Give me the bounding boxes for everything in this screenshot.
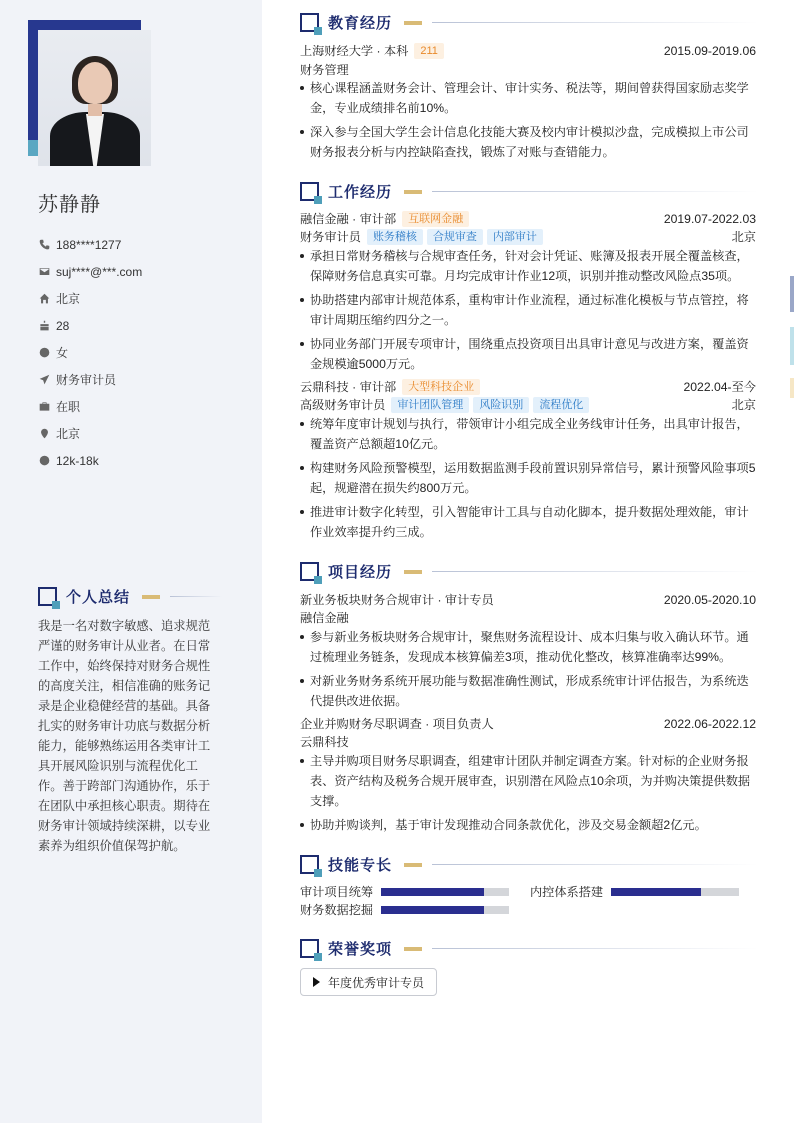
cake-icon: [38, 320, 50, 332]
section-icon: [300, 939, 319, 958]
list-item: 协助搭建内部审计规范体系，重构审计作业流程，通过标准化模板与节点管控，将审计周期压缩约四分之一。: [300, 290, 756, 330]
skills-section-title: [300, 854, 758, 875]
skill-bar: [381, 906, 509, 914]
section-divider: [432, 571, 758, 572]
list-item: 协同业务部门开展专项审计，围绕重点投资项目出具审计意见与改进方案，覆盖资金规模逾5000万元。: [300, 334, 756, 374]
job1-skill-tag: 账务稽核: [367, 229, 423, 245]
award-badge: [300, 968, 437, 996]
summary-section-title: [38, 586, 222, 607]
award-text: 年度优秀审计专员: [328, 975, 425, 990]
section-icon: [38, 587, 57, 606]
project2-header: [300, 715, 756, 732]
list-item: 深入参与全国大学生会计信息化技能大赛及校内审计模拟沙盘，完成模拟上市公司财务报表分析与内控缺陷查找，锻炼了对账与查错能力。: [300, 122, 756, 162]
send-icon: [38, 374, 50, 386]
info-age-text: 28: [56, 318, 70, 333]
info-gender: [38, 339, 142, 366]
list-item: 统筹年度审计规划与执行，带领审计小组完成全业务线审计任务，出具审计报告，覆盖资产总额超10亿元。: [300, 414, 756, 454]
home-icon: [38, 293, 50, 305]
job2-city: 北京: [731, 398, 756, 412]
info-mail-text: suj****@***.com: [56, 264, 143, 279]
skill-name: 财务数据挖掘: [300, 903, 374, 917]
skill-item: [300, 883, 509, 900]
list-item: 主导并购项目财务尽职调查，组建审计团队并制定调查方案。针对标的企业财务报表、资产结构及税务合规开展审查，识别潜在风险点10余项，为并购决策提供数据支撑。: [300, 751, 756, 811]
project1-company-row: [300, 609, 756, 626]
list-item: 推进审计数字化转型，引入智能审计工具与自动化脚本，提升数据处理效能，审计作业效率提升约三成。: [300, 502, 756, 542]
project2-company: 云鼎科技: [300, 735, 349, 749]
job2-role-row: [300, 396, 756, 413]
education-school: 上海财经大学 · 本科: [300, 44, 409, 58]
project1-header: [300, 591, 756, 608]
skill-item: [300, 901, 509, 918]
job2-company: 云鼎科技 · 审计部: [300, 380, 397, 394]
edge-marker: [790, 378, 794, 398]
job2-skill-tag: 审计团队管理: [391, 397, 469, 413]
info-phone: [38, 231, 142, 258]
phone-icon: [38, 239, 50, 251]
info-location: [38, 420, 142, 447]
section-accent-bar: [404, 21, 422, 25]
job1-bullets: [300, 246, 756, 378]
education-header: [300, 42, 756, 59]
skill-item: [530, 883, 739, 900]
info-salary: [38, 447, 142, 474]
skill-bar: [381, 888, 509, 896]
skill-bar-fill: [381, 906, 483, 914]
projects-section-title: [300, 561, 758, 582]
job1-tag: 互联网金融: [402, 211, 469, 227]
list-item: 构建财务风险预警模型，运用数据监测手段前置识别异常信号，累计预警风险事项5起，规避潜在损失约800万元。: [300, 458, 756, 498]
section-accent-bar: [404, 947, 422, 951]
mail-icon: [38, 266, 50, 278]
education-tag: 211: [414, 43, 444, 59]
section-accent-bar: [404, 570, 422, 574]
info-position: [38, 366, 142, 393]
job2-role: 高级财务审计员: [300, 398, 386, 412]
job1-date: 2019.07-2022.03: [663, 211, 756, 226]
profile-name: 苏静静: [38, 194, 101, 216]
work-title: 工作经历: [328, 184, 393, 201]
list-item: 对新业务财务系统开展功能与数据准确性测试，形成系统审计评估报告，为系统迭代提供改进依据。: [300, 671, 756, 711]
project2-company-row: [300, 733, 756, 750]
job2-skill-tag: 风险识别: [473, 397, 529, 413]
avatar: [38, 30, 151, 166]
section-divider: [170, 596, 222, 597]
section-accent-bar: [404, 190, 422, 194]
project1-bullets: [300, 627, 756, 715]
summary-title: 个人总结: [66, 589, 131, 606]
project1-name: 新业务板块财务合规审计 · 审计专员: [300, 593, 494, 607]
job1-company: 融信金融 · 审计部: [300, 212, 397, 226]
info-location-text: 北京: [56, 427, 81, 441]
education-bullets: [300, 78, 756, 166]
skill-bar-fill: [381, 888, 483, 896]
sidebar: [0, 0, 262, 1123]
info-position-text: 财务审计员: [56, 373, 117, 387]
education-major: 财务管理: [300, 63, 349, 77]
briefcase-icon: [38, 401, 50, 413]
work-section-title: [300, 181, 758, 202]
projects-title: 项目经历: [328, 564, 393, 581]
project2-name: 企业并购财务尽职调查 · 项目负责人: [300, 717, 494, 731]
job2-header: [300, 378, 756, 395]
job1-skill-tag: 内部审计: [487, 229, 543, 245]
section-icon: [300, 182, 319, 201]
education-date: 2015.09-2019.06: [663, 43, 756, 58]
job1-header: [300, 210, 756, 227]
job1-city: 北京: [731, 230, 756, 244]
play-icon: [313, 977, 320, 987]
awards-title: 荣誉奖项: [328, 941, 393, 958]
info-salary-text: 12k-18k: [56, 453, 99, 468]
education-title: 教育经历: [328, 15, 393, 32]
info-home-text: 北京: [56, 292, 81, 306]
edge-marker: [790, 327, 794, 365]
section-accent-bar: [142, 595, 160, 599]
section-icon: [300, 13, 319, 32]
list-item: 承担日常财务稽核与合规审查任务，针对会计凭证、账簿及报表开展全覆盖核查，保障财务信息真实可靠。月均完成审计作业12项，识别并推动整改风险点35项。: [300, 246, 756, 286]
awards-section-title: [300, 938, 758, 959]
info-status: [38, 393, 142, 420]
info-home: [38, 285, 142, 312]
education-major-row: [300, 61, 756, 78]
skill-bar-fill: [611, 888, 701, 896]
skills-title: 技能专长: [328, 857, 393, 874]
project1-date: 2020.05-2020.10: [663, 592, 756, 607]
project2-date: 2022.06-2022.12: [663, 716, 756, 731]
info-mail: [38, 258, 142, 285]
list-item: 参与新业务板块财务合规审计，聚焦财务流程设计、成本归集与收入确认环节。通过梳理业务链条，发现成本核算偏差3项，推动优化整改，核算准确率达99%。: [300, 627, 756, 667]
project2-bullets: [300, 751, 756, 839]
job2-date: 2022.04-至今: [683, 380, 756, 394]
section-divider: [432, 191, 758, 192]
job1-role: 财务审计员: [300, 230, 361, 244]
skill-bar: [611, 888, 739, 896]
skill-name: 内控体系搭建: [530, 885, 604, 899]
list-item: 协助并购谈判，基于审计发现推动合同条款优化，涉及交易金额超2亿元。: [300, 815, 756, 835]
job1-skill-tag: 合规审查: [427, 229, 483, 245]
section-icon: [300, 855, 319, 874]
section-divider: [432, 22, 758, 23]
section-divider: [432, 864, 758, 865]
job1-role-row: [300, 228, 756, 245]
salary-icon: [38, 455, 50, 467]
contact-info: [38, 231, 142, 474]
section-accent-bar: [404, 863, 422, 867]
list-item: 核心课程涵盖财务会计、管理会计、审计实务、税法等，期间曾获得国家励志奖学金，专业成绩排名前10%。: [300, 78, 756, 118]
info-phone-text: 188****1277: [56, 237, 122, 252]
location-icon: [38, 428, 50, 440]
job2-bullets: [300, 414, 756, 546]
section-divider: [432, 948, 758, 949]
project1-company: 融信金融: [300, 611, 349, 625]
edge-marker: [790, 276, 794, 312]
education-section-title: [300, 12, 758, 33]
info-status-text: 在职: [56, 400, 81, 414]
skill-name: 审计项目统筹: [300, 885, 374, 899]
info-age: [38, 312, 142, 339]
section-icon: [300, 562, 319, 581]
info-gender-text: 女: [56, 346, 69, 360]
job2-skill-tag: 流程优化: [533, 397, 589, 413]
summary-text: 我是一名对数字敏感、追求规范严谨的财务审计从业者。在日常工作中，始终保持对财务合规性的高度关注，相信准确的账务记录是企业稳健经营的基础。具备扎实的财务审计功底与数据分析能力，能够熟练运用各类审计工具开展风险识别与流程优化工作。善于跨部门沟通协作，乐于在团队中承担核心职责。期待在财务审计领域持续深耕，以专业素养为组织价值保驾护航。: [38, 619, 211, 853]
job2-tag: 大型科技企业: [402, 379, 480, 395]
gender-icon: [38, 347, 50, 359]
